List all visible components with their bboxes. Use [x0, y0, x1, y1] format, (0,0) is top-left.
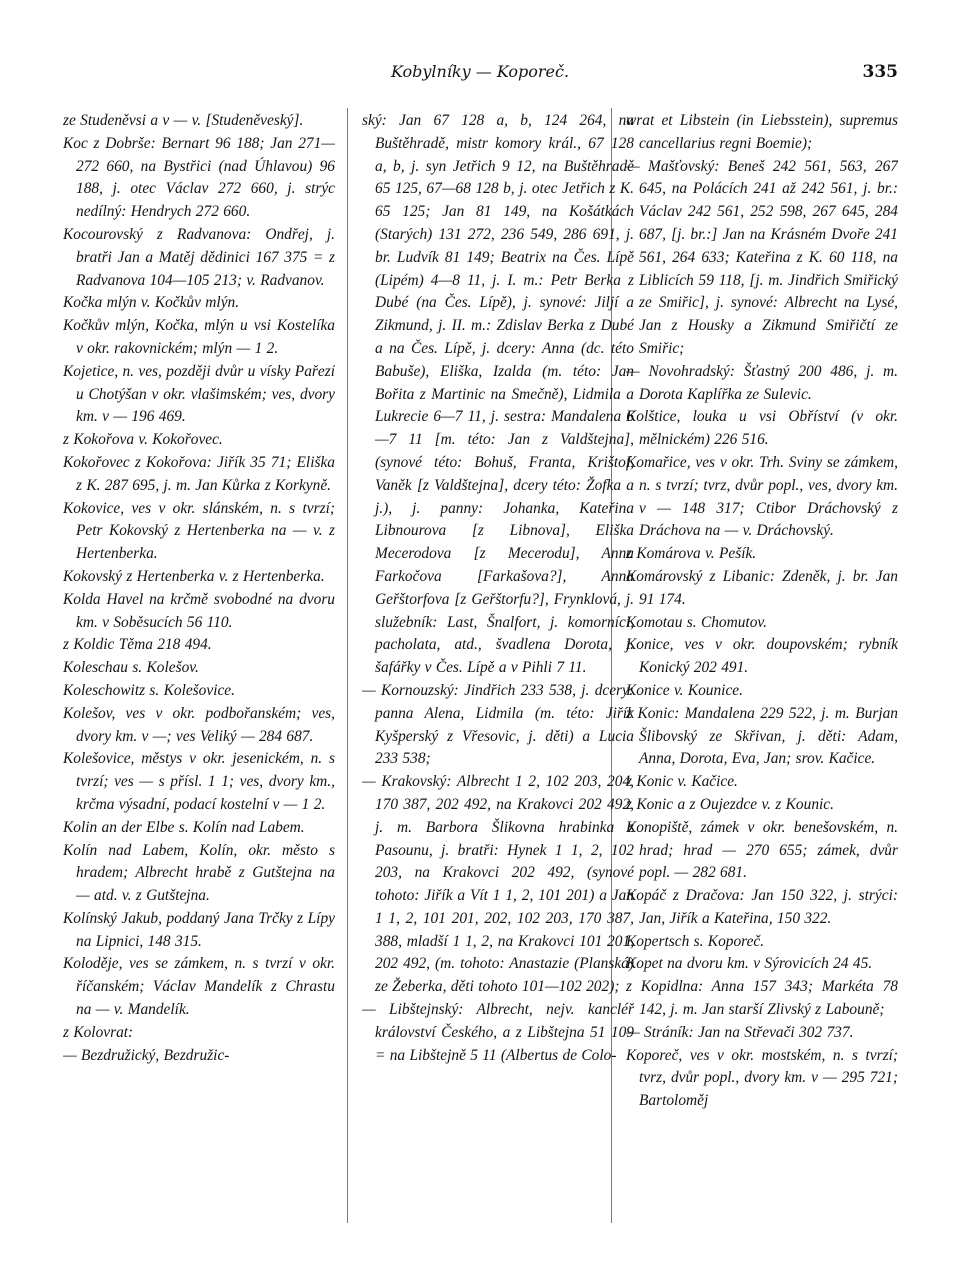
index-entry: Konice, ves v okr. doupovském; rybník Konický 202 491. [626, 636, 898, 677]
index-entry: Koc z Dobrše: Bernart 96 188; Jan 271—272 660, na Bystřici (nad Úhlavou) 96 188, j. otec Václav 272 660, j. strýc nedílný: Hendrych 272 660. [63, 134, 335, 221]
index-entry: z Kolovrat: [63, 1023, 134, 1041]
index-entry: Konopiště, zámek v okr. benešovském, n. hrad; hrad — 270 655; zámek, dvůr popl. — 282 681. [626, 818, 898, 882]
index-entry: Komotau s. Chomutov. [626, 613, 767, 631]
index-entry: Kopáč z Dračova: Jan 150 322, j. strýci: Jan, Jiřík a Kateřina, 150 322. [626, 887, 898, 927]
text-column-middle [362, 110, 634, 1245]
index-entry: — Kornouzský: Jindřich 233 538, j. dcery: panna Alena, Lidmila (m. této: Jiřík Kyšperský z Vřesovic, j. děti) a Lucia 233 538; [362, 681, 634, 768]
index-entry: z Kokořova v. Kokořovec. [63, 431, 223, 449]
index-entry: Kočka mlýn v. Kočkův mlýn. [63, 294, 240, 312]
index-entry: Komárovský z Libanic: Zdeněk, j. br. Jan 91 174. [626, 567, 898, 608]
text-column-left [63, 110, 335, 1245]
index-entry: Konice v. Kounice. [626, 681, 743, 699]
index-entry: Koleschau s. Kolešov. [63, 659, 199, 677]
index-entry: Kolín nad Labem, Kolín, okr. město s hradem; Albrecht hrabě z Gutštejna na — atd. v. z Gutštejna. [63, 841, 335, 905]
page-number: 335 [862, 62, 898, 82]
text-column-right [626, 110, 898, 1245]
index-entry: z Koldic Těma 218 494. [63, 636, 212, 654]
index-entry: Koleschowitz s. Kolešovice. [63, 681, 235, 699]
index-entry: Koporeč, ves v okr. mostském, n. s tvrzí; tvrz, dvůr popl., dvory km. v — 295 721; Bartoloměj [626, 1046, 898, 1110]
index-entry: Koloděje, ves se zámkem, n. s tvrzí v okr. říčanském; Václav Mandelík z Chrastu na — v. Mandelík. [63, 955, 335, 1019]
index-entry: z Komárova v. Pešík. [626, 545, 757, 563]
page-header [0, 62, 960, 92]
index-entry: — Libštejnský: Albrecht, nejv. kancléř království Českého, a z Libštejna 51 109 = na Libštejně 5 11 (Albertus de Colo- [362, 1001, 634, 1064]
index-entry: Kolínský Jakub, poddaný Jana Trčky z Lípy na Lipnici, 148 315. [63, 909, 335, 950]
index-entry: — Mašťovský: Beneš 242 561, 563, 267 645, na Polácích 241 až 242 561, j. br.: Václav 242 561, 252 598, 267 645, 284 687, [j. br.:] Jan na Krásném Dvoře 241 561, 264 633; Kateřina z K. 60 118, na Liblicích 59 118, [j. m. Jindřich Smiřický ze Smiřic], j. synové: Albrecht na Lysé, Jan z Housky a Zikmund Smiřičtí ze Smiřic; [626, 157, 898, 357]
index-entry: Kočkův mlýn, Kočka, mlýn u vsi Kostelíka v okr. rakovnickém; mlýn — 1 2. [63, 317, 335, 357]
index-entry: Kojetice, n. ves, později dvůr u vísky Pařezí u Chotýšan v okr. vlašimském; ves, dvory km. v — 196 469. [63, 362, 335, 426]
index-entry: ze Studeněvsi a v — v. [Studeněveský]. [63, 112, 304, 129]
index-entry: Kopet na dvoru km. v Sýrovicích 24 45. [626, 955, 873, 973]
index-entry: wrat et Libstein (in Liebsstein), supremus cancellarius regni Boemie); [626, 112, 898, 152]
column-divider [347, 108, 348, 1223]
index-entry: Kopertsch s. Koporeč. [626, 932, 765, 950]
index-entry: z Kopidlna: Anna 157 343; Markéta 78 142, j. m. Jan starší Zlivský z Labouně; [626, 978, 898, 1019]
index-entry: z Konic v. Kačice. [626, 773, 738, 791]
index-entry: Kokořovec z Kokořova: Jiřík 35 71; Eliška z K. 287 695, j. m. Jan Kůrka z Korkyně. [63, 453, 335, 494]
running-title: Kobylníky — Koporeč. [390, 62, 570, 81]
index-entry: z Konic: Mandalena 229 522, j. m. Burjan Šlibovský ze Skřivan, j. děti: Adam, Anna, Dorota, Eva, Jan; srov. Kačice. [626, 704, 898, 768]
index-entry: — Krakovský: Albrecht 1 2, 102 203, 204, 170 387, 202 492, na Krakovci 202 492, j. m. Barbora Šlikovna hrabinka z Pasounu, j. bratři: Hynek 1 1, 2, 102 203, na Krakovci 202 492, (synové tohoto: Jiřík a Vít 1 1, 2, 101 201) a Jan 1 1, 2, 101 201, 202, 102 203, 170 387, 388, mladší 1 1, 2, na Krakovci 101 201, 202 492, (m. tohoto: Anastazie (Planská) ze Žeberka, děti tohoto 101—102 202); [362, 773, 634, 996]
index-entry: Kokovice, ves v okr. slánském, n. s tvrzí; Petr Kokovský z Hertenberka na — v. z Hertenberka. [63, 499, 335, 563]
index-entry: z Konic a z Oujezdce v. z Kounic. [626, 795, 834, 813]
index-entry: Kolin an der Elbe s. Kolín nad Labem. [63, 818, 305, 836]
index-entry: ský: Jan 67 128 a, b, 124 264, na Buštěhradě, mistr komory král., 67 128 a, b, j. syn Jetřich 9 12, na Buštěhradě 65 125, 67—68 128 b, j. otec Jetřich z K. 65 125; Jan 81 149, na Košátkách (Starých) 131 272, 236 549, 286 691, j. br. Ludvík 81 149; Beatrix na Čes. Lípě (Lipém) 4—8 11, j. I. m.: Petr Berka z Dubé (na Čes. Lípě), j. synové: Jiljí a Zikmund, j. II. m.: Zdislav Berka z Dubé a na Čes. Lípě, j. dcery: Anna (dc. této Babuše), Eliška, Izalda (m. této: Jan Bořita z Martinic na Smečně), Lidmila a Lukrecie 6—7 11, j. sestra: Mandalena 6—7 11 [m. této: Jan z Valdštejna], (synové této: Bohuš, Franta, Krištof, Vaněk [z Valdštejna], dcery této: Žofka a j.), j. panny: Johanka, Kateřina Libnourova [z Libnova], Eliška Mecerodova [z Mecerodu], Anna Farkočova [Farkašova?], Anna Geřštorfova [z Geřštorfu?], Frynklová, j. služebník: Last, Šnalfort, j. komorníci, pacholata, atd., švadlena Dorota, j. šafářky v Čes. Lípě a v Pihli 7 11. [362, 112, 634, 677]
index-entry: — Bezdružický, Bezdružic- [63, 1046, 230, 1064]
index-entry: Komařice, ves v okr. Trh. Sviny se zámkem, n. s tvrzí; tvrz, dvůr popl., ves, dvory km. v — 148 317; Ctibor Dráchovský z Dráchova na — v. Dráchovský. [626, 453, 898, 540]
index-entry: — Stráník: Jan na Střevači 302 737. [626, 1023, 854, 1041]
index-entry: Kolešovice, městys v okr. jesenickém, n. s tvrzí; ves — s přísl. 1 1; ves, dvory km., krčma výsadní, podací kostelní v — 1 2. [63, 750, 335, 813]
index-entry: Kolešov, ves v okr. podbořanském; ves, dvory km. v —; ves Veliký — 284 687. [63, 704, 335, 745]
index-entry: Kocourovský z Radvanova: Ondřej, j. bratři Jan a Matěj dědinici 167 375 = z Radvanova 104—105 213; v. Radvanov. [63, 225, 335, 289]
index-entry: Kokovský z Hertenberka v. z Hertenberka. [63, 567, 325, 585]
index-entry: Kolštice, louka u vsi Obříství (v okr. mělnickém) 226 516. [626, 408, 898, 449]
index-entry: — Novohradský: Šťastný 200 486, j. m. Dorota Kaplířka ze Sulevic. [626, 362, 898, 403]
index-entry: Kolda Havel na krčmě svobodné na dvoru km. v Soběsucích 56 110. [63, 590, 335, 631]
